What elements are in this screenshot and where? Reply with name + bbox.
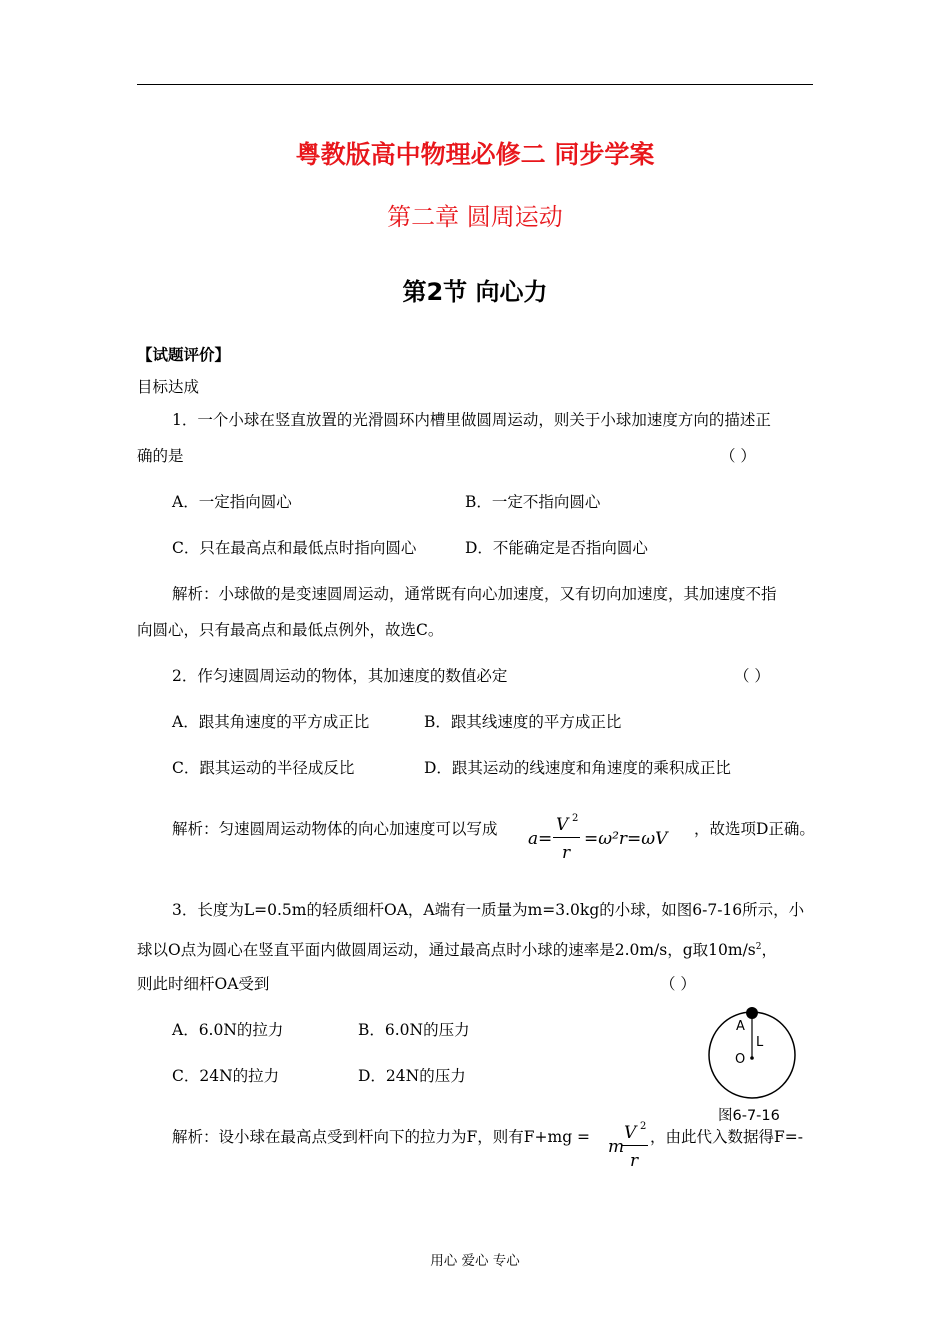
section-title: 第2节 向心力 — [402, 278, 548, 306]
q3-option-d: D．24N的压力 — [358, 1067, 466, 1085]
chapter-title: 第二章 圆周运动 — [387, 203, 563, 231]
q1-paren: （ ） — [720, 447, 756, 465]
q3-formula-denominator: r — [630, 1151, 639, 1171]
q3-option-c: C．24N的拉力 — [172, 1067, 280, 1085]
goal-label: 目标达成 — [137, 378, 200, 396]
figure-label-l: L — [756, 1035, 764, 1050]
q2-option-d: D．跟其运动的线速度和角速度的乘积成正比 — [424, 759, 731, 777]
q3-line2-text: 球以O点为圆心在竖直平面内做圆周运动，通过最高点时小球的速率是2.0m/s，g取10m/s — [137, 941, 756, 960]
q2-analysis-pre: 解析：匀速圆周运动物体的向心加速度可以写成 — [172, 820, 498, 838]
q2-line1: 2．作匀速圆周运动的物体，其加速度的数值必定 — [172, 667, 508, 685]
q1-option-a: A．一定指向圆心 — [172, 493, 292, 511]
q2-formula-denominator: r — [562, 843, 571, 863]
q1-option-c: C．只在最高点和最低点时指向圆心 — [172, 539, 417, 557]
q3-line2-end: ， — [761, 941, 778, 960]
q3-line1: 3．长度为L=0.5m的轻质细杆OA，A端有一质量为m=3.0kg的小球，如图6-7-16所示，小 — [172, 901, 805, 919]
figure-circle-diagram — [700, 1000, 810, 1105]
figure-caption: 图6-7-16 — [718, 1108, 780, 1124]
q2-formula-rest: =ω²r=ωV — [584, 829, 668, 849]
q2-formula-eq: = — [538, 829, 553, 849]
q2-paren: （ ） — [734, 667, 770, 685]
doc-title: 粤教版高中物理必修二 同步学案 — [295, 140, 655, 169]
q1-analysis-line2: 向圆心，只有最高点和最低点例外，故选C。 — [137, 621, 444, 639]
q2-formula-a: a — [528, 829, 539, 849]
q2-formula-numerator: V — [556, 815, 569, 835]
q3-option-b: B．6.0N的压力 — [358, 1021, 470, 1039]
q3-fraction-bar — [621, 1145, 648, 1146]
center-point — [750, 1056, 754, 1060]
page-footer: 用心 爱心 专心 — [430, 1253, 520, 1269]
q1-analysis-line1: 解析：小球做的是变速圆周运动，通常既有向心加速度，又有切向加速度，其加速度不指 — [172, 585, 777, 603]
q1-line1: 1．一个小球在竖直放置的光滑圆环内槽里做圆周运动，则关于小球加速度方向的描述正 — [172, 411, 771, 429]
figure-label-a: A — [736, 1019, 745, 1034]
q2-option-c: C．跟其运动的半径成反比 — [172, 759, 355, 777]
ball-icon — [746, 1007, 758, 1019]
q2-option-b: B．跟其线速度的平方成正比 — [424, 713, 622, 731]
q1-option-d: D．不能确定是否指向圆心 — [465, 539, 648, 557]
q3-formula-exponent: 2 — [640, 1121, 647, 1132]
top-rule — [137, 84, 813, 85]
q3-paren: （ ） — [660, 975, 696, 993]
q3-analysis-post: ，由此代入数据得F=- — [650, 1128, 803, 1146]
q3-option-a: A．6.0N的拉力 — [172, 1021, 284, 1039]
q3-formula-m: m — [608, 1137, 625, 1157]
q3-analysis-pre: 解析：设小球在最高点受到杆向下的拉力为F，则有F+mg = — [172, 1128, 591, 1146]
review-label: 【试题评价】 — [137, 345, 231, 364]
figure-label-o: O — [735, 1052, 746, 1067]
q2-fraction-bar — [553, 837, 580, 838]
q2-option-a: A．跟其角速度的平方成正比 — [172, 713, 370, 731]
q1-option-b: B．一定不指向圆心 — [465, 493, 601, 511]
q2-formula-exponent: 2 — [572, 813, 579, 824]
q3-line2-sup: 2 — [755, 942, 762, 952]
q3-line3: 则此时细杆OA受到 — [137, 975, 270, 993]
q3-line2 — [137, 937, 777, 960]
q2-analysis-post: ，故选项D正确。 — [694, 820, 815, 838]
q3-formula-numerator: V — [624, 1123, 637, 1143]
q1-line2: 确的是 — [137, 447, 184, 465]
